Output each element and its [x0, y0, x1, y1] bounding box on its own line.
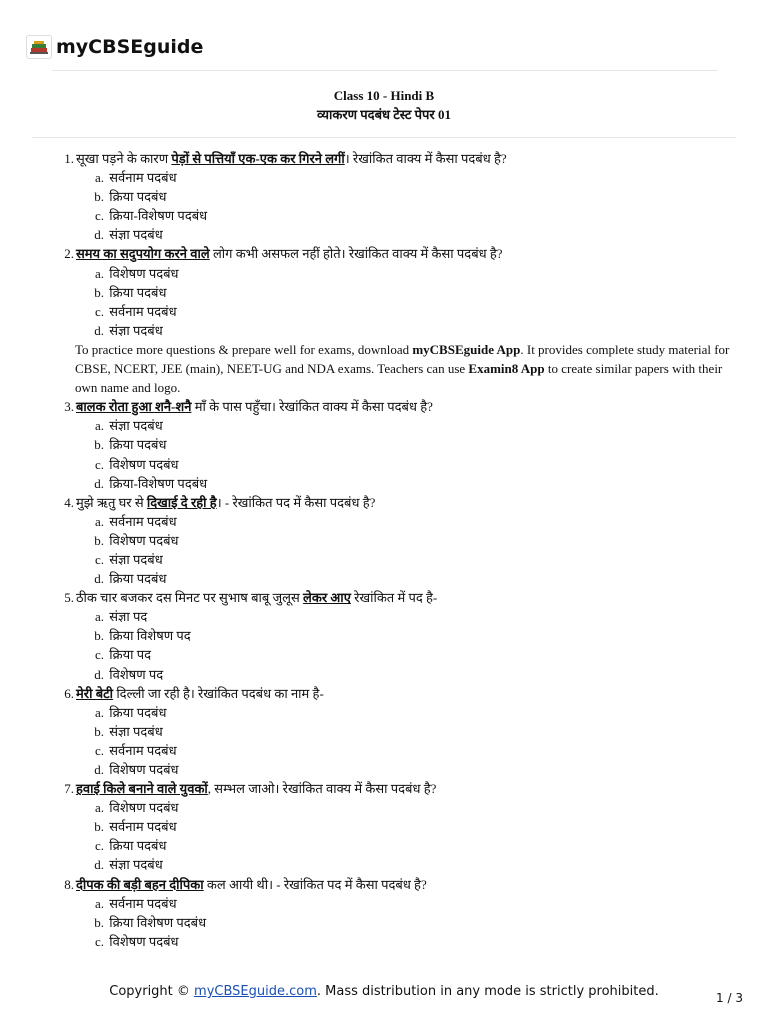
option-letter: d.: [94, 227, 104, 243]
option-letter: d.: [94, 571, 104, 587]
question-text-post: कल आयी थी। - रेखांकित पद में कैसा पदबंध है?: [203, 876, 427, 892]
option-letter: b.: [94, 532, 104, 548]
option: [90, 798, 738, 817]
option-text: क्रिया विशेषण पद: [109, 628, 191, 644]
underlined-phrase: हवाई किले बनाने वाले युवकों: [76, 781, 208, 797]
question-text-post: , सम्भल जाओ। रेखांकित वाक्य में कैसा पदबंध है?: [207, 781, 437, 797]
option-letter: b.: [94, 723, 104, 739]
option-text: क्रिया-विशेषण पदबंध: [109, 208, 208, 224]
copyright-text: Copyright ©: [109, 984, 195, 999]
promo-paragraph: [75, 340, 738, 397]
option-text: क्रिया पदबंध: [109, 571, 167, 587]
option: [90, 474, 738, 493]
option-letter: b.: [94, 284, 104, 300]
option-text: विशेषण पदबंध: [109, 800, 179, 816]
option-letter: a.: [94, 265, 104, 281]
option: [90, 665, 738, 684]
option-text: संज्ञा पदबंध: [109, 857, 163, 873]
option: [90, 703, 738, 722]
option: [90, 722, 738, 741]
question-text-post: माँ के पास पहुँचा। रेखांकित वाक्य में कैसा पदबंध है?: [191, 399, 433, 415]
option-letter: d.: [94, 762, 104, 777]
option: [90, 264, 738, 283]
option-letter: b.: [94, 914, 104, 930]
option-text: विशेषण पदबंध: [109, 456, 179, 472]
option-letter: b.: [94, 819, 104, 835]
question-list: [58, 149, 738, 951]
option-text: संज्ञा पदबंध: [109, 227, 163, 243]
question-text-post: रेखांकित में पद है-: [350, 590, 438, 606]
option-letter: d.: [94, 322, 104, 338]
underlined-phrase: मेरी बेटी: [76, 685, 114, 701]
option-text: क्रिया-विशेषण पदबंध: [109, 475, 208, 491]
option-letter: c.: [94, 742, 104, 758]
question-text: [76, 397, 433, 416]
option: [90, 187, 738, 206]
option: [90, 206, 738, 225]
option-letter: b.: [94, 628, 104, 644]
option-text: संज्ञा पदबंध: [109, 418, 163, 434]
underlined-phrase: लेकर आए: [303, 590, 351, 606]
question-text-post: । रेखांकित वाक्य में कैसा पदबंध है?: [344, 151, 507, 166]
title-divider: [32, 137, 736, 138]
option-letter: a.: [94, 704, 104, 720]
question: [58, 684, 738, 703]
question-number: 7.: [64, 781, 74, 797]
option: [90, 302, 738, 321]
option: [90, 741, 738, 760]
promo-text: to create similar papers with their own name and logo.: [75, 361, 723, 396]
option-text: सर्वनाम पदबंध: [109, 513, 177, 529]
option: [90, 283, 738, 302]
option: [90, 932, 738, 951]
question-number: 1.: [64, 151, 74, 166]
option-text: विशेषण पदबंध: [109, 265, 179, 281]
question-number: 5.: [64, 590, 74, 606]
option: [90, 225, 738, 244]
option-letter: a.: [94, 170, 104, 186]
option-letter: a.: [94, 895, 104, 911]
option-letter: c.: [94, 838, 104, 854]
option-text: सर्वनाम पदबंध: [109, 742, 177, 758]
option: [90, 836, 738, 855]
option-text: विशेषण पदबंध: [109, 532, 179, 548]
option: [90, 512, 738, 531]
option-text: क्रिया पदबंध: [109, 437, 167, 453]
option: [90, 626, 738, 645]
option-letter: c.: [94, 933, 104, 949]
question-number: 4.: [64, 494, 74, 510]
option-letter: d.: [94, 666, 104, 682]
option-text: संज्ञा पदबंध: [109, 551, 163, 567]
option-letter: c.: [94, 551, 104, 567]
promo-text: To practice more questions & prepare well for exams, download: [75, 341, 413, 357]
option: [90, 855, 738, 874]
underlined-phrase: बालक रोता हुआ शनै-शनै: [76, 399, 192, 415]
option-text: क्रिया पद: [109, 647, 152, 663]
option: [90, 913, 738, 932]
question-text: [76, 779, 436, 798]
option: [90, 607, 738, 626]
page-number: 1 / 3: [716, 991, 743, 1005]
question: [58, 875, 738, 894]
question: [58, 779, 738, 798]
option: [90, 645, 738, 664]
option: [90, 455, 738, 474]
document-title: Class 10 - Hindi B: [333, 88, 435, 103]
option-text: क्रिया पदबंध: [109, 704, 167, 720]
option: [90, 531, 738, 550]
question-text-post: दिल्ली जा रही है। रेखांकित पदबंध का नाम है-: [113, 685, 324, 701]
question: [58, 397, 738, 416]
option-letter: c.: [94, 647, 104, 663]
option-letter: c.: [94, 456, 104, 472]
option: [90, 760, 738, 779]
option-text: सर्वनाम पदबंध: [109, 303, 177, 319]
option-text: क्रिया पदबंध: [109, 838, 167, 854]
option-letter: b.: [94, 189, 104, 205]
mycbseguide-link[interactable]: myCBSEguide.com: [194, 984, 317, 999]
copyright-text: . Mass distribution in any mode is strictly prohibited.: [316, 984, 659, 999]
header-divider: [52, 70, 718, 71]
question-text: [76, 244, 503, 263]
promo-text: . It provides complete study material for CBSE, NCERT, JEE (main), NEET-UG and NDA exams. Teachers can use: [75, 341, 730, 377]
document-title-block: [0, 86, 768, 124]
question-number: 8.: [64, 876, 74, 892]
document-subtitle: व्याकरण पदबंध टेस्ट पेपर 01: [316, 107, 451, 122]
question: [58, 244, 738, 263]
underlined-phrase: पेड़ों से पत्तियाँ एक-एक कर गिरने लगीं: [171, 151, 345, 166]
option: [90, 168, 738, 187]
option-text: सर्वनाम पदबंध: [109, 170, 177, 186]
option-text: संज्ञा पदबंध: [109, 723, 163, 739]
question-number: 2.: [64, 246, 74, 262]
question-text: [76, 493, 375, 512]
question-number: 6.: [64, 685, 74, 701]
option-letter: b.: [94, 437, 104, 453]
option-text: विशेषण पदबंध: [109, 933, 179, 949]
option: [90, 894, 738, 913]
option-letter: a.: [94, 800, 104, 816]
books-icon: [26, 35, 52, 59]
option-text: क्रिया विशेषण पदबंध: [109, 914, 207, 930]
question-text-pre: ठीक चार बजकर दस मिनट पर सुभाष बाबू जुलूस: [76, 590, 304, 606]
question-text-post: लोग कभी असफल नहीं होते। रेखांकित वाक्य में कैसा पदबंध है?: [209, 246, 503, 262]
option: [90, 416, 738, 435]
footer-copyright: [0, 984, 768, 999]
question: [58, 493, 738, 512]
option: [90, 817, 738, 836]
option: [90, 321, 738, 340]
underlined-phrase: समय का सदुपयोग करने वाले: [76, 246, 210, 262]
app-name: Examin8 App: [468, 361, 545, 377]
option-letter: a.: [94, 418, 104, 434]
option-letter: a.: [94, 513, 104, 529]
option-letter: c.: [94, 208, 104, 224]
question: [58, 149, 738, 168]
question-text: [76, 149, 507, 168]
app-name: myCBSEguide App: [412, 341, 521, 357]
option-letter: c.: [94, 303, 104, 319]
question-text: [76, 875, 427, 894]
header: [26, 30, 203, 64]
option-text: संज्ञा पदबंध: [109, 322, 163, 338]
question: [58, 588, 738, 607]
question-text-post: । - रेखांकित पद में कैसा पदबंध है?: [216, 494, 376, 510]
option-text: क्रिया पदबंध: [109, 284, 167, 300]
option-text: सर्वनाम पदबंध: [109, 819, 177, 835]
option-text: विशेषण पदबंध: [109, 762, 179, 777]
option-letter: a.: [94, 609, 104, 625]
option: [90, 550, 738, 569]
underlined-phrase: दीपक की बड़ी बहन दीपिका: [76, 876, 204, 892]
question-text: [76, 588, 437, 607]
underlined-phrase: दिखाई दे रही है: [146, 494, 217, 510]
option: [90, 569, 738, 588]
question-text: [76, 684, 324, 703]
question-text-pre: सूखा पड़ने के कारण: [76, 151, 172, 166]
option-text: संज्ञा पद: [109, 609, 148, 625]
brand-name: myCBSEguide: [56, 36, 204, 58]
question-text-pre: मुझे ऋतु घर से: [76, 494, 147, 510]
option-text: सर्वनाम पदबंध: [109, 895, 177, 911]
option-letter: d.: [94, 475, 104, 491]
option-text: विशेषण पद: [109, 666, 164, 682]
option-letter: d.: [94, 857, 104, 873]
option: [90, 435, 738, 454]
question-number: 3.: [64, 399, 74, 415]
option-text: क्रिया पदबंध: [109, 189, 167, 205]
